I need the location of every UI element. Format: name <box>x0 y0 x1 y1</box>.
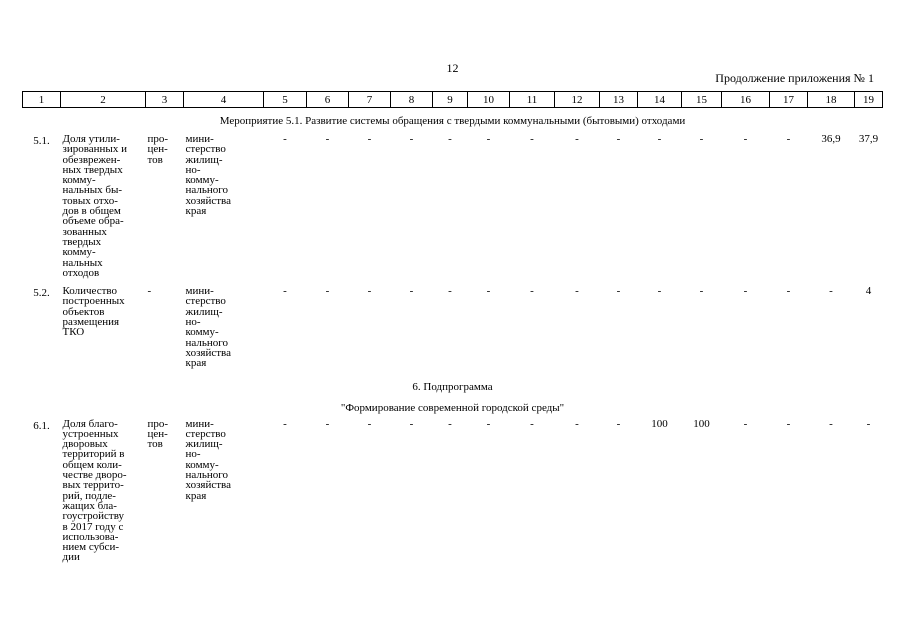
responsible-executor-line: жилищ- <box>185 153 223 166</box>
indicator-value: - <box>575 133 579 145</box>
indicator-value: - <box>786 133 791 145</box>
column-number-1: 1 <box>23 92 61 108</box>
indicator-row <box>23 419 883 563</box>
indicator-name-line: размещения <box>62 316 120 329</box>
indicator-value: - <box>699 285 704 298</box>
column-number-9: 9 <box>433 92 468 108</box>
column-number-17: 17 <box>770 92 808 108</box>
column-number-12: 12 <box>555 92 600 108</box>
indicator-value: 100 <box>693 417 710 430</box>
page-number: 12 <box>446 61 459 75</box>
indicator-value: - <box>325 133 330 145</box>
responsible-executor-line: края <box>185 205 207 218</box>
indicator-value: - <box>743 285 748 298</box>
indicator-value: - <box>575 285 579 298</box>
column-number-18: 18 <box>808 92 855 108</box>
column-number-4: 4 <box>184 92 264 108</box>
unit-of-measure-line: тов <box>147 438 163 451</box>
responsible-executor <box>184 286 264 368</box>
indicator-value: - <box>367 133 372 145</box>
row-number: 6.1. <box>33 419 50 432</box>
indicator-value: - <box>829 417 833 430</box>
indicator-name-line: жащих бла- <box>62 499 117 512</box>
indicator-name-line: зованных <box>62 225 107 238</box>
column-number-11: 11 <box>510 92 555 108</box>
indicator-name-line: обезврежен- <box>62 153 121 166</box>
indicator-value: - <box>530 285 534 298</box>
column-number-header-row <box>23 92 883 108</box>
responsible-executor-line: но- <box>185 316 201 329</box>
indicator-name-line: нием субси- <box>62 541 119 554</box>
indicator-value: 100 <box>651 417 668 430</box>
indicator-name-line: территорий в <box>62 448 125 461</box>
row-spacer <box>23 369 883 377</box>
responsible-executor-line: комму- <box>185 458 219 471</box>
subprogram-6-name: "Формирование современной городской среды" <box>340 402 565 415</box>
column-number-15: 15 <box>682 92 722 108</box>
responsible-executor-line: мини- <box>185 285 214 298</box>
indicator-value: - <box>866 417 871 430</box>
column-number-14: 14 <box>638 92 682 108</box>
indicator-name-line: честве дворо- <box>62 469 127 482</box>
column-number-5: 5 <box>264 92 307 108</box>
indicator-value: - <box>325 417 330 430</box>
indicator-value: - <box>786 285 791 298</box>
indicator-name-line: комму- <box>62 174 96 187</box>
responsible-executor-line: но- <box>185 448 201 461</box>
responsible-executor-line: нального <box>185 336 228 349</box>
indicator-value: - <box>657 133 662 145</box>
indicator-name-line: дии <box>62 551 80 564</box>
indicator-value: - <box>616 417 621 430</box>
indicator-name-line: построенных <box>62 295 125 308</box>
indicator-name-line: в 2017 году с <box>62 520 124 533</box>
indicator-name-line: устроенных <box>62 427 119 440</box>
indicator-name-line: использова- <box>62 530 119 543</box>
indicator-value: - <box>486 285 491 298</box>
responsible-executor-line: нального <box>185 469 228 482</box>
indicator-value: - <box>409 133 414 145</box>
unit-of-measure-line: тов <box>147 153 163 166</box>
indicator-value: - <box>367 285 372 298</box>
indicator-name-line: нальных бы- <box>62 184 123 197</box>
indicator-name-line: Количество <box>62 285 118 298</box>
responsible-executor-line: хозяйства <box>185 479 231 492</box>
indicator-value: - <box>367 417 372 430</box>
indicator-value: - <box>743 133 748 145</box>
column-number-13: 13 <box>600 92 638 108</box>
indicator-name-line: общем коли- <box>62 458 122 471</box>
responsible-executor-line: комму- <box>185 174 219 187</box>
responsible-executor-line: нального <box>185 184 228 197</box>
column-number-8: 8 <box>391 92 433 108</box>
unit-of-measure-line: цен- <box>147 427 168 440</box>
indicator-name-line: ТКО <box>62 326 85 339</box>
responsible-executor-line: стерство <box>185 427 226 440</box>
subprogram-6-title: 6. Подпрограмма <box>412 381 493 394</box>
indicator-row <box>23 134 883 278</box>
indicator-row <box>23 286 883 368</box>
responsible-executor-line: комму- <box>185 326 219 339</box>
unit-of-measure-line: - <box>147 285 152 298</box>
indicator-value: - <box>448 417 452 430</box>
indicator-value: - <box>829 285 833 298</box>
indicator-value: - <box>530 133 534 145</box>
responsible-executor-line: но- <box>185 163 201 176</box>
indicator-value: - <box>409 417 414 430</box>
indicator-value: - <box>616 133 621 145</box>
indicator-value: - <box>409 285 414 298</box>
indicator-name-line: гоустройству <box>62 510 125 523</box>
indicator-name-line: Доля утили- <box>62 133 120 145</box>
section-title-5-1: Мероприятие 5.1. Развитие системы обращения с твердыми коммунальными (бытовыми) отходами <box>219 115 686 127</box>
responsible-executor-line: жилищ- <box>185 305 223 318</box>
column-number-2: 2 <box>61 92 146 108</box>
indicator-name-line: твердых <box>62 235 102 248</box>
indicator-name-line: вых террито- <box>62 479 124 492</box>
indicator-name-line: товых отхо- <box>62 194 118 207</box>
indicator-value: - <box>283 285 287 298</box>
appendix-continuation-label: Продолжение приложения № 1 <box>715 71 874 85</box>
row-number: 5.2. <box>33 287 50 300</box>
unit-of-measure-line: цен- <box>147 143 168 156</box>
indicator-value: - <box>616 285 621 298</box>
indicator-name-line: Доля благо- <box>62 417 118 430</box>
responsible-executor-line: жилищ- <box>185 438 223 451</box>
column-number-7: 7 <box>349 92 391 108</box>
responsible-executor-line: мини- <box>185 417 214 430</box>
indicator-name-line: ных твердых <box>62 163 123 176</box>
responsible-executor <box>184 419 264 563</box>
column-number-19: 19 <box>855 92 883 108</box>
responsible-executor-line: края <box>185 357 207 370</box>
indicator-value: - <box>448 133 452 145</box>
column-number-16: 16 <box>722 92 770 108</box>
unit-of-measure <box>146 419 184 563</box>
unit-of-measure-line: про- <box>147 133 169 145</box>
responsible-executor-line: хозяйства <box>185 194 231 207</box>
responsible-executor-line: края <box>185 489 207 502</box>
row-spacer <box>23 278 883 286</box>
unit-of-measure <box>146 134 184 278</box>
unit-of-measure <box>146 286 184 368</box>
indicator-name-line: комму- <box>62 246 96 259</box>
indicator-value: 37,9 <box>858 133 879 145</box>
indicator-name <box>61 419 146 563</box>
indicator-name <box>61 286 146 368</box>
indicators-table <box>22 91 883 571</box>
indicator-name-line: отходов <box>62 266 100 279</box>
responsible-executor <box>184 134 264 278</box>
indicator-value: - <box>486 417 491 430</box>
indicator-name-line: дов в общем <box>62 205 121 218</box>
responsible-executor-line: стерство <box>185 143 226 156</box>
indicator-name <box>61 134 146 278</box>
row-spacer <box>23 563 883 571</box>
column-number-3: 3 <box>146 92 184 108</box>
indicator-value: - <box>530 417 534 430</box>
indicator-name-line: дворовых <box>62 438 108 451</box>
indicator-name-line: объектов <box>62 305 105 318</box>
indicator-name-line: зированных и <box>62 143 127 156</box>
indicator-value: - <box>325 285 330 298</box>
unit-of-measure-line: про- <box>147 417 169 430</box>
indicator-value: 36,9 <box>821 133 841 145</box>
indicator-value: - <box>699 133 704 145</box>
indicator-name-line: нальных <box>62 256 103 269</box>
indicator-name-line: рий, подле- <box>62 489 116 502</box>
indicator-value: - <box>448 285 452 298</box>
column-number-6: 6 <box>307 92 349 108</box>
responsible-executor-line: мини- <box>185 133 214 145</box>
indicator-name-line: объеме обра- <box>62 215 124 228</box>
responsible-executor-line: стерство <box>185 295 226 308</box>
row-number: 5.1. <box>33 135 50 147</box>
indicator-value: - <box>657 285 662 298</box>
indicator-value: - <box>743 417 748 430</box>
indicator-value: - <box>486 133 491 145</box>
indicator-value: - <box>283 417 287 430</box>
indicator-value: - <box>786 417 791 430</box>
indicator-value: - <box>575 417 579 430</box>
indicator-value: 4 <box>865 285 872 298</box>
indicator-value: - <box>283 133 287 145</box>
responsible-executor-line: хозяйства <box>185 346 231 359</box>
column-number-10: 10 <box>468 92 510 108</box>
